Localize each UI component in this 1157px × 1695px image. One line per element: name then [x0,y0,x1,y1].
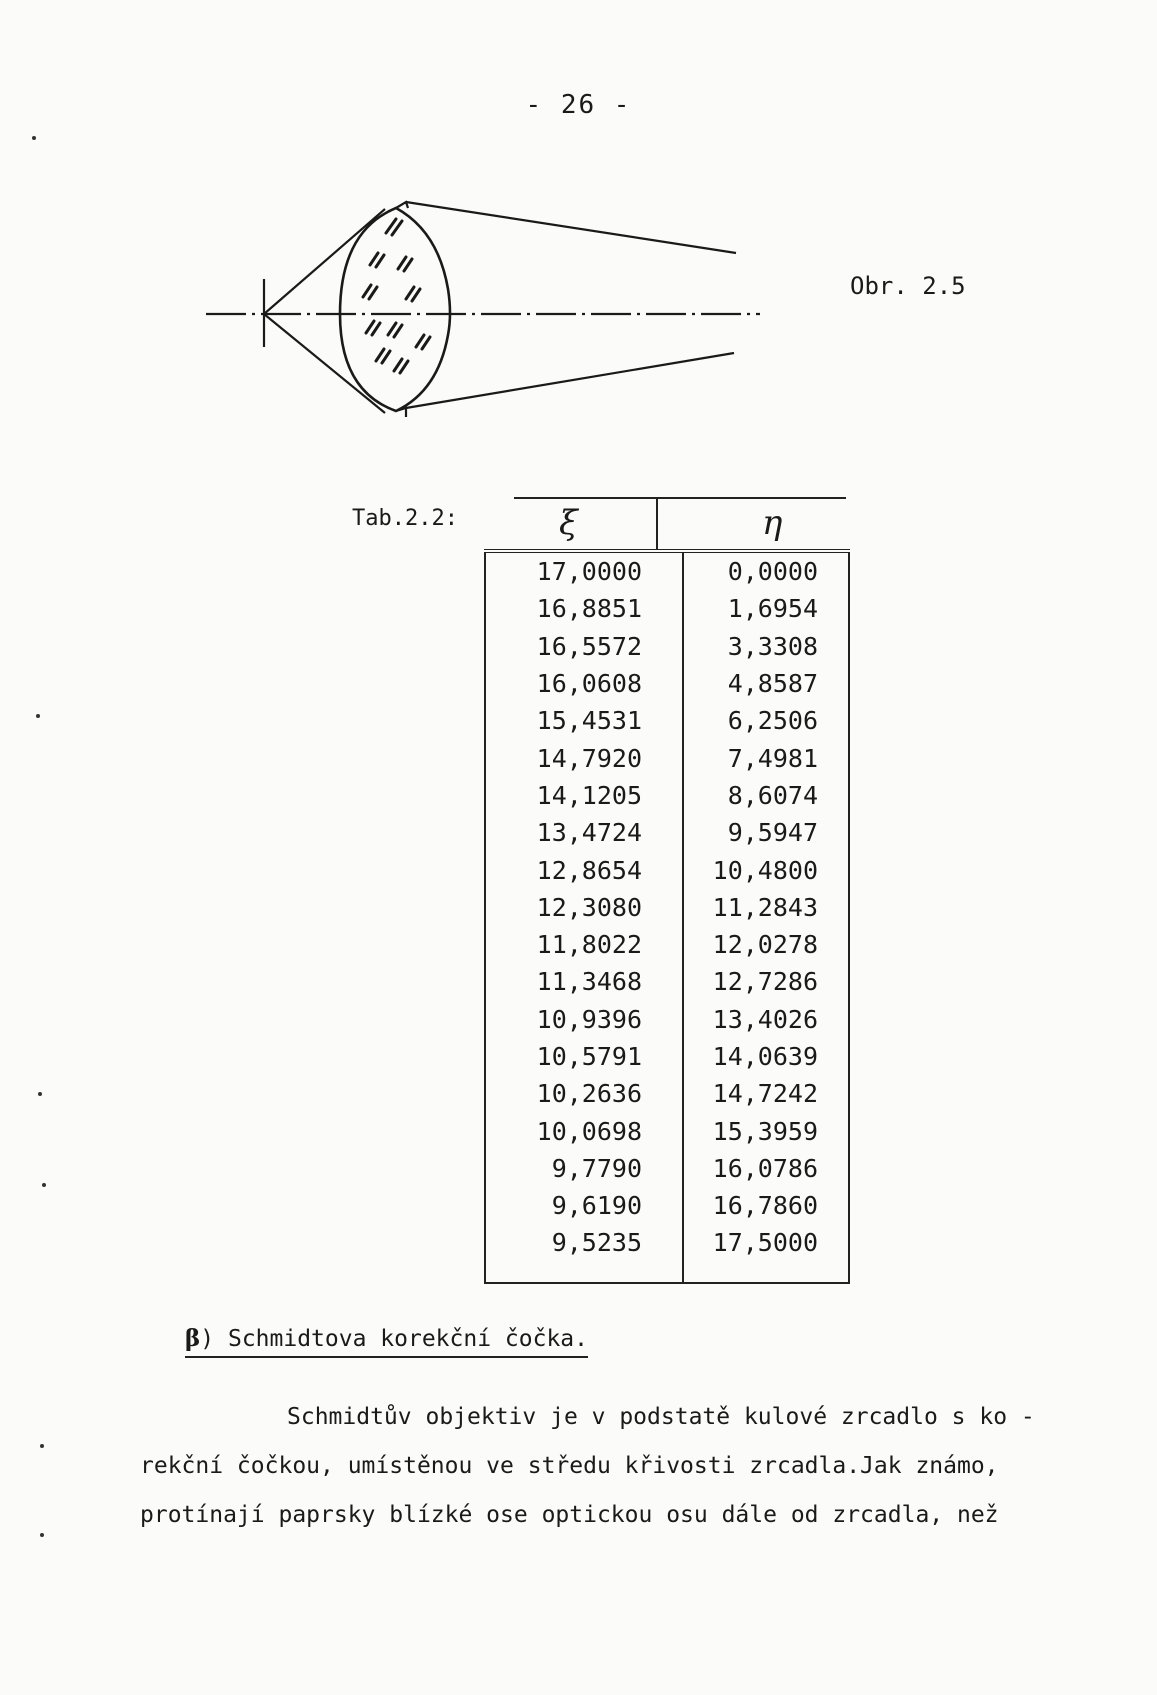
eta-cell: 6,2506 [727,706,818,736]
table-header [514,497,846,549]
xi-cell: 12,3080 [485,889,683,926]
table-row [485,814,849,851]
table-row [485,665,849,702]
table-row [485,1075,849,1112]
xi-cell: 10,2636 [485,1075,683,1112]
table-row [485,1038,849,1075]
xi-cell: 10,9396 [485,1001,683,1038]
eta-cell: 10,4800 [712,855,818,885]
eta-cell: 11,2843 [712,892,818,922]
table-row [485,889,849,926]
coordinates-table [484,497,850,1284]
xi-cell: 11,8022 [485,926,683,963]
xi-cell: 12,8654 [485,851,683,888]
eta-cell: 14,0639 [712,1042,818,1071]
xi-cell: 14,1205 [485,777,683,814]
scan-speck [42,1183,46,1187]
eta-cell: 12,0278 [712,930,818,960]
table-row [485,963,849,1000]
header-divider [656,499,658,549]
table-row [485,628,849,665]
table-row [485,739,849,776]
scan-speck [32,136,36,140]
xi-cell: 17,0000 [485,551,683,590]
body-paragraph [140,1393,1090,1540]
eta-cell: 14,7242 [712,1079,818,1109]
column-header-xi: ξ [559,503,578,543]
eta-cell: 9,5947 [727,818,818,848]
scan-speck [40,1444,44,1448]
lens-figure [200,195,770,429]
table-row [485,1001,849,1038]
table-body [484,549,850,1284]
xi-cell: 14,7920 [485,739,683,776]
page-number: - 26 - [525,90,632,120]
eta-cell: 1,6954 [727,594,818,624]
table-row [485,851,849,888]
section-marker: β [185,1325,201,1352]
table-row [485,551,849,590]
section-heading [185,1325,588,1358]
scan-speck [38,1092,42,1096]
eta-cell: 15,3959 [712,1116,818,1146]
xi-cell: 13,4724 [485,814,683,851]
paragraph-line: rekční čočkou, umístěnou ve středu křivosti zrcadla.Jak známo, [140,1453,999,1479]
table-row [485,1187,849,1224]
paragraph-line: Schmidtův objektiv je v podstatě kulové zrcadlo s ko - [287,1404,1035,1430]
scan-speck [40,1533,44,1537]
eta-cell: 8,6074 [727,780,818,810]
xi-cell: 9,7790 [485,1150,683,1187]
xi-cell: 9,5235 [485,1224,683,1282]
eta-cell: 7,4981 [727,743,818,773]
xi-cell: 10,0698 [485,1112,683,1149]
xi-cell: 10,5791 [485,1038,683,1075]
eta-cell: 0,0000 [727,557,818,587]
xi-cell: 16,0608 [485,665,683,702]
schmidt-lens-diagram-icon [200,195,770,425]
eta-cell: 12,7286 [712,967,818,997]
xi-cell: 9,6190 [485,1187,683,1224]
eta-cell: 17,5000 [712,1228,818,1258]
eta-cell: 16,7860 [712,1191,818,1221]
xi-cell: 16,5572 [485,628,683,665]
table-row [485,1150,849,1187]
paragraph-line: protínají paprsky blízké ose optickou osu dále od zrcadla, než [140,1502,999,1528]
eta-cell: 13,4026 [712,1004,818,1034]
eta-cell: 4,8587 [727,669,818,699]
scan-speck [36,714,40,718]
table-row [485,926,849,963]
table-row [485,777,849,814]
xi-cell: 15,4531 [485,702,683,739]
table-row [485,1112,849,1149]
table-label: Tab.2.2: [352,506,458,531]
table-row [485,1224,849,1282]
column-header-eta: η [762,503,783,543]
table-row [485,590,849,627]
figure-caption: Obr. 2.5 [850,272,966,300]
eta-cell: 3,3308 [727,631,818,661]
xi-cell: 11,3468 [485,963,683,1000]
xi-cell: 16,8851 [485,590,683,627]
table-row [485,702,849,739]
eta-cell: 16,0786 [712,1153,818,1183]
section-title: ) Schmidtova korekční čočka. [200,1326,589,1352]
